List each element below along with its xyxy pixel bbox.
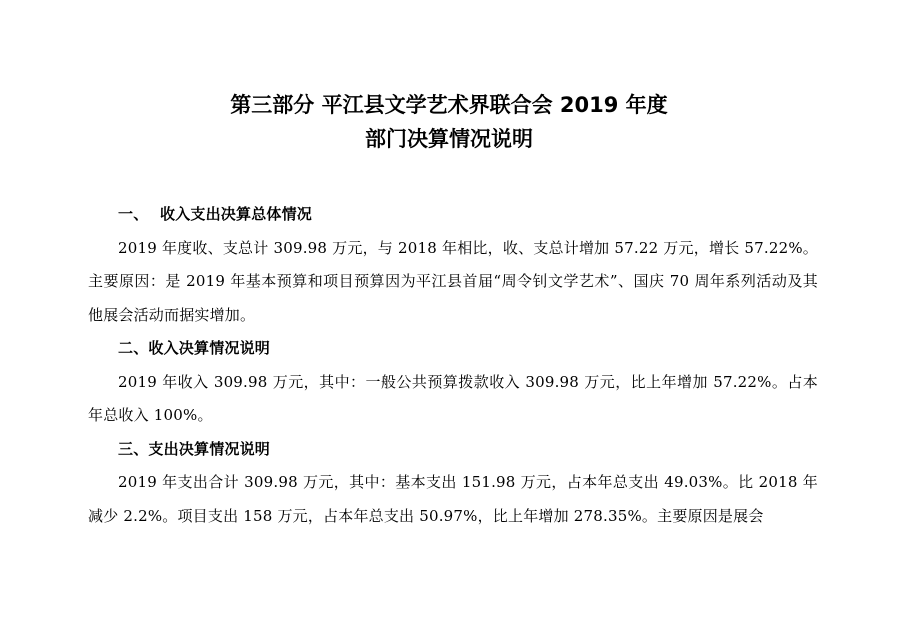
section-3-number: 三、 bbox=[118, 439, 149, 458]
section-3-heading bbox=[88, 433, 818, 467]
section-2-heading-text: 收入决算情况说明 bbox=[148, 339, 271, 357]
section-1-paragraph: 2019 年度收、支总计 309.98 万元，与 2018 年相比，收、支总计增加 57.22 万元，增长 57.22%。主要原因：是 2019 年基本预算和项目预算因为平江县首届“周令钊文学艺术”、国庆 70 周年系列活动及其他展会活动而据实增加。 bbox=[88, 238, 818, 324]
document-title bbox=[0, 88, 898, 156]
section-1-number: 一、 bbox=[118, 205, 149, 223]
section-2-heading bbox=[88, 332, 818, 366]
section-2-paragraph: 2019 年收入 309.98 万元，其中：一般公共预算拨款收入 309.98 万元，比上年增加 57.22%。占本年总收入 100%。 bbox=[88, 372, 818, 424]
section-3-paragraph: 2019 年支出合计 309.98 万元，其中：基本支出 151.98 万元，占本年总支出 49.03%。比 2018 年减少 2.2%。项目支出 158 万元，占本年总支出 50.97%，比上年增加 278.35%。主要原因是展会 bbox=[88, 473, 818, 525]
document-body bbox=[88, 198, 818, 533]
section-2-number: 二、 bbox=[118, 339, 149, 357]
title-line-2: 部门决算情况说明 bbox=[365, 127, 533, 151]
section-3-heading-text: 支出决算情况说明 bbox=[148, 439, 271, 458]
section-1-heading bbox=[88, 198, 818, 232]
section-1-heading-text: 收入支出决算总体情况 bbox=[160, 205, 313, 223]
title-line-1: 第三部分 平江县文学艺术界联合会 2019 年度 bbox=[230, 93, 668, 117]
